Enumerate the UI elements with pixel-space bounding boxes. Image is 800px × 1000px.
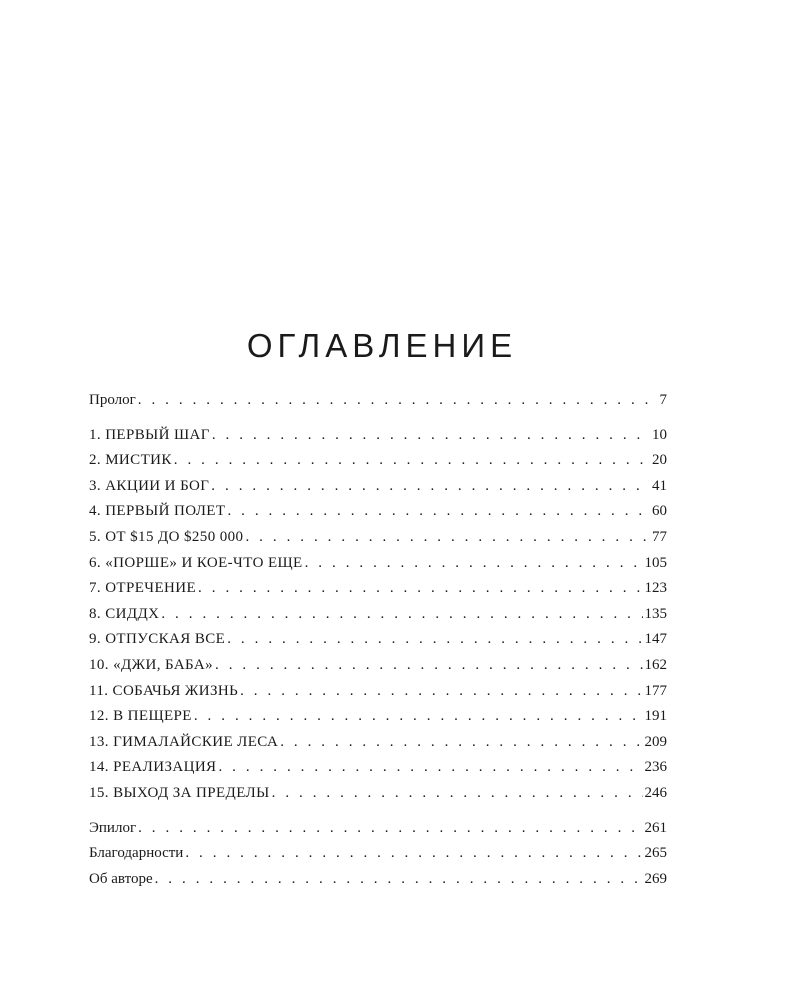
toc-entry-label: Благодарности: [89, 845, 184, 862]
toc-entry-label: 14. РЕАЛИЗАЦИЯ: [89, 759, 217, 776]
toc-entry-page: 162: [644, 656, 667, 673]
toc-entry-page: 261: [644, 819, 667, 836]
toc-entry-label: 10. «ДЖИ, БАБА»: [89, 656, 214, 673]
toc-entry-label: 2. МИСТИК: [89, 452, 172, 469]
toc-entry-page: 135: [644, 605, 667, 622]
dot-leader: [215, 653, 642, 679]
toc-entry-chapter-13[interactable]: [89, 730, 667, 756]
dot-leader: [198, 576, 642, 602]
dot-leader: [245, 525, 650, 551]
toc-entry-chapter-15[interactable]: [89, 781, 667, 807]
toc-entry-acknowledgements[interactable]: [89, 841, 667, 867]
toc-entry-page: 209: [644, 733, 667, 750]
toc-entry-label: 7. ОТРЕЧЕНИЕ: [89, 580, 197, 597]
toc-entry-label: 5. ОТ $15 ДО $250 000: [89, 528, 244, 545]
dot-leader: [161, 602, 642, 628]
toc-entry-page: 147: [644, 631, 667, 648]
toc-entry-page: 20: [652, 452, 667, 469]
dot-leader: [185, 841, 642, 867]
toc-entry-label: 12. В ПЕЩЕРЕ: [89, 708, 192, 725]
toc-entry-page: 177: [644, 682, 667, 699]
toc-entry-chapter-5[interactable]: [89, 525, 667, 551]
toc-entry-chapter-3[interactable]: [89, 474, 667, 500]
toc-entry-chapter-6[interactable]: [89, 551, 667, 577]
dot-leader: [280, 730, 642, 756]
toc-entry-chapter-4[interactable]: [89, 499, 667, 525]
toc-entry-page: 7: [659, 392, 667, 408]
dot-leader: [305, 551, 643, 577]
toc-entry-page: 191: [644, 708, 667, 725]
toc-entry-page: 236: [644, 759, 667, 776]
dot-leader: [194, 704, 643, 730]
toc-entry-label: 13. ГИМАЛАЙСКИЕ ЛЕСА: [89, 733, 279, 750]
toc-entry-label: 6. «ПОРШЕ» И КОЕ-ЧТО ЕЩЕ: [89, 554, 303, 571]
toc-entry-chapter-10[interactable]: [89, 653, 667, 679]
toc-entry-chapter-2[interactable]: [89, 448, 667, 474]
toc-entry-label: Пролог: [89, 392, 136, 408]
toc-entry-chapter-12[interactable]: [89, 704, 667, 730]
toc-entry-page: 269: [644, 870, 667, 887]
toc-entry-label: 8. СИДДХ: [89, 605, 160, 622]
dot-leader: [227, 627, 642, 653]
toc-entry-label: 11. СОБАЧЬЯ ЖИЗНЬ: [89, 682, 239, 699]
toc-entry-chapter-8[interactable]: [89, 602, 667, 628]
toc-entry-page: 60: [652, 503, 667, 520]
toc-entry-label: 3. АКЦИИ И БОГ: [89, 477, 210, 494]
toc-entry-page: 265: [644, 845, 667, 862]
toc-entry-label: 1. ПЕРВЫЙ ШАГ: [89, 426, 210, 443]
dot-leader: [138, 388, 658, 414]
toc-entry-chapter-11[interactable]: [89, 679, 667, 705]
toc-entry-epilogue[interactable]: [89, 816, 667, 842]
toc-entry-about-author[interactable]: [89, 867, 667, 893]
toc-entry-page: 123: [644, 580, 667, 597]
toc-entry-chapter-9[interactable]: [89, 627, 667, 653]
dot-leader: [211, 474, 650, 500]
toc-entry-chapter-14[interactable]: [89, 755, 667, 781]
toc-entry-page: 77: [652, 528, 667, 545]
toc-entry-label: 9. ОТПУСКАЯ ВСЕ: [89, 631, 226, 648]
dot-leader: [174, 448, 650, 474]
page-title: ОГЛАВЛЕНИЕ: [246, 327, 518, 365]
table-of-contents: [89, 388, 667, 892]
dot-leader: [227, 499, 650, 525]
toc-entry-prologue[interactable]: [89, 388, 667, 414]
toc-entry-page: 105: [644, 554, 667, 571]
dot-leader: [138, 816, 642, 842]
dot-leader: [218, 755, 642, 781]
dot-leader: [272, 781, 643, 807]
toc-entry-chapter-7[interactable]: [89, 576, 667, 602]
toc-entry-page: 246: [644, 784, 667, 801]
toc-entry-chapter-1[interactable]: [89, 423, 667, 449]
toc-entry-label: 15. ВЫХОД ЗА ПРЕДЕЛЫ: [89, 784, 270, 801]
toc-entry-label: Об авторе: [89, 870, 153, 887]
toc-entry-label: Эпилог: [89, 819, 137, 836]
dot-leader: [155, 867, 643, 893]
dot-leader: [212, 423, 650, 449]
toc-entry-page: 41: [652, 477, 667, 494]
toc-entry-page: 10: [652, 426, 667, 443]
dot-leader: [240, 679, 642, 705]
toc-entry-label: 4. ПЕРВЫЙ ПОЛЕТ: [89, 503, 226, 520]
